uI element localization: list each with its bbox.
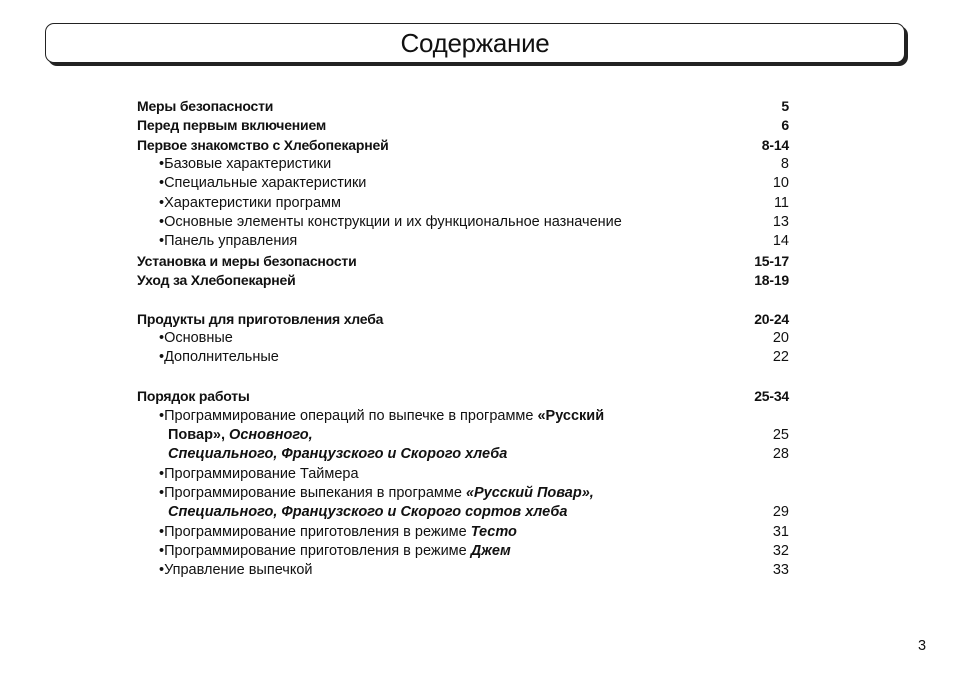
- toc-spacer: [137, 290, 789, 309]
- toc-entry[interactable]: [137, 484, 789, 503]
- toc-section[interactable]: [137, 387, 789, 406]
- toc-page-number: 25: [772, 426, 789, 443]
- toc-entry[interactable]: [137, 174, 789, 193]
- toc-entry-text: •Основные элементы конструкции и их функциональное назначение: [159, 214, 622, 231]
- toc-page-number: 11: [773, 194, 789, 211]
- toc-entry[interactable]: [137, 523, 789, 542]
- toc-entry-text: Специального, Французского и Скорого хлеба: [168, 446, 508, 463]
- toc-entry[interactable]: [137, 194, 789, 213]
- toc-entry-text: Порядок работы: [137, 388, 250, 405]
- toc-entry-text: Джем: [470, 542, 511, 559]
- toc-entry-text: Тесто: [470, 523, 517, 540]
- toc-entry-text: Продукты для приготовления хлеба: [137, 310, 384, 327]
- toc-entry-text: Специального, Французского и Скорого сортов хлеба: [168, 504, 568, 521]
- toc-entry-text: •Программирование операций по выпечке в программе: [159, 407, 538, 424]
- toc-entry[interactable]: [137, 503, 789, 522]
- toc-entry-text: •Специальные характеристики: [159, 175, 367, 192]
- toc-entry[interactable]: [137, 542, 789, 561]
- toc-entry-text: •Базовые характеристики: [159, 156, 332, 173]
- toc-page-number: 8-14: [761, 136, 789, 153]
- toc-spacer: [137, 368, 789, 387]
- toc-entry-text: «Русский: [537, 407, 605, 424]
- table-of-contents: [137, 97, 789, 581]
- toc-page-number: 14: [772, 233, 789, 250]
- toc-entry[interactable]: [137, 445, 789, 464]
- toc-section[interactable]: [137, 310, 789, 329]
- toc-section[interactable]: [137, 136, 789, 155]
- toc-page-number: 28: [772, 446, 789, 463]
- toc-page-number: 20: [772, 330, 789, 347]
- toc-entry-text: Уход за Хлебопекарней: [137, 272, 296, 289]
- toc-entry-text: •Панель управления: [159, 233, 298, 250]
- toc-entry-text: Меры безопасности: [137, 98, 274, 114]
- toc-section[interactable]: [137, 97, 789, 116]
- toc-entry-text: •Характеристики программ: [159, 194, 341, 211]
- page-title: Содержание: [400, 28, 550, 58]
- toc-page-number: 32: [772, 542, 789, 559]
- toc-entry[interactable]: [137, 232, 789, 251]
- toc-entry[interactable]: [137, 155, 789, 174]
- toc-page-number: 31: [772, 523, 789, 540]
- toc-page-number: 10: [772, 175, 789, 192]
- toc-page-number: 25-34: [754, 388, 789, 405]
- toc-entry[interactable]: [137, 348, 789, 367]
- toc-section[interactable]: [137, 116, 789, 135]
- toc-page-number: 33: [772, 562, 789, 579]
- toc-page-number: 18-19: [754, 272, 789, 289]
- toc-entry-text: •Программирование приготовления в режиме: [159, 523, 471, 540]
- toc-entry-text: •Программирование Таймера: [159, 465, 359, 482]
- toc-page-number: 5: [781, 98, 789, 114]
- toc-entry-text: Установка и меры безопасности: [137, 252, 357, 269]
- toc-entry-text: •Программирование приготовления в режиме: [159, 542, 471, 559]
- toc-entry[interactable]: [137, 426, 789, 445]
- toc-entry-text: Перед первым включением: [137, 117, 327, 134]
- title-banner: [45, 23, 905, 63]
- toc-section[interactable]: [137, 271, 789, 290]
- toc-section[interactable]: [137, 252, 789, 271]
- toc-page-number: 13: [772, 214, 789, 231]
- toc-entry[interactable]: [137, 407, 789, 426]
- toc-entry-text: Основного,: [229, 426, 313, 443]
- toc-entry-text: •Основные: [159, 330, 233, 347]
- toc-entry-text: •Управление выпечкой: [159, 562, 313, 579]
- toc-entry-text: «Русский Повар»,: [465, 484, 594, 501]
- toc-page-number: 15-17: [754, 252, 789, 269]
- toc-page-number: 6: [781, 117, 789, 134]
- page-number: 3: [918, 638, 927, 654]
- toc-page-number: 8: [780, 156, 789, 173]
- toc-entry[interactable]: [137, 465, 789, 484]
- toc-entry[interactable]: [137, 561, 789, 580]
- toc-page-number: 20-24: [754, 310, 789, 327]
- toc-entry[interactable]: [137, 213, 789, 232]
- toc-entry-text: Повар»,: [168, 426, 230, 443]
- toc-entry-text: •Дополнительные: [159, 349, 279, 366]
- toc-entry[interactable]: [137, 329, 789, 348]
- toc-page-number: 29: [772, 504, 789, 521]
- toc-entry-text: Первое знакомство с Хлебопекарней: [137, 136, 389, 153]
- toc-page-number: 22: [772, 349, 789, 366]
- toc-entry-text: •Программирование выпекания в программе: [159, 484, 466, 501]
